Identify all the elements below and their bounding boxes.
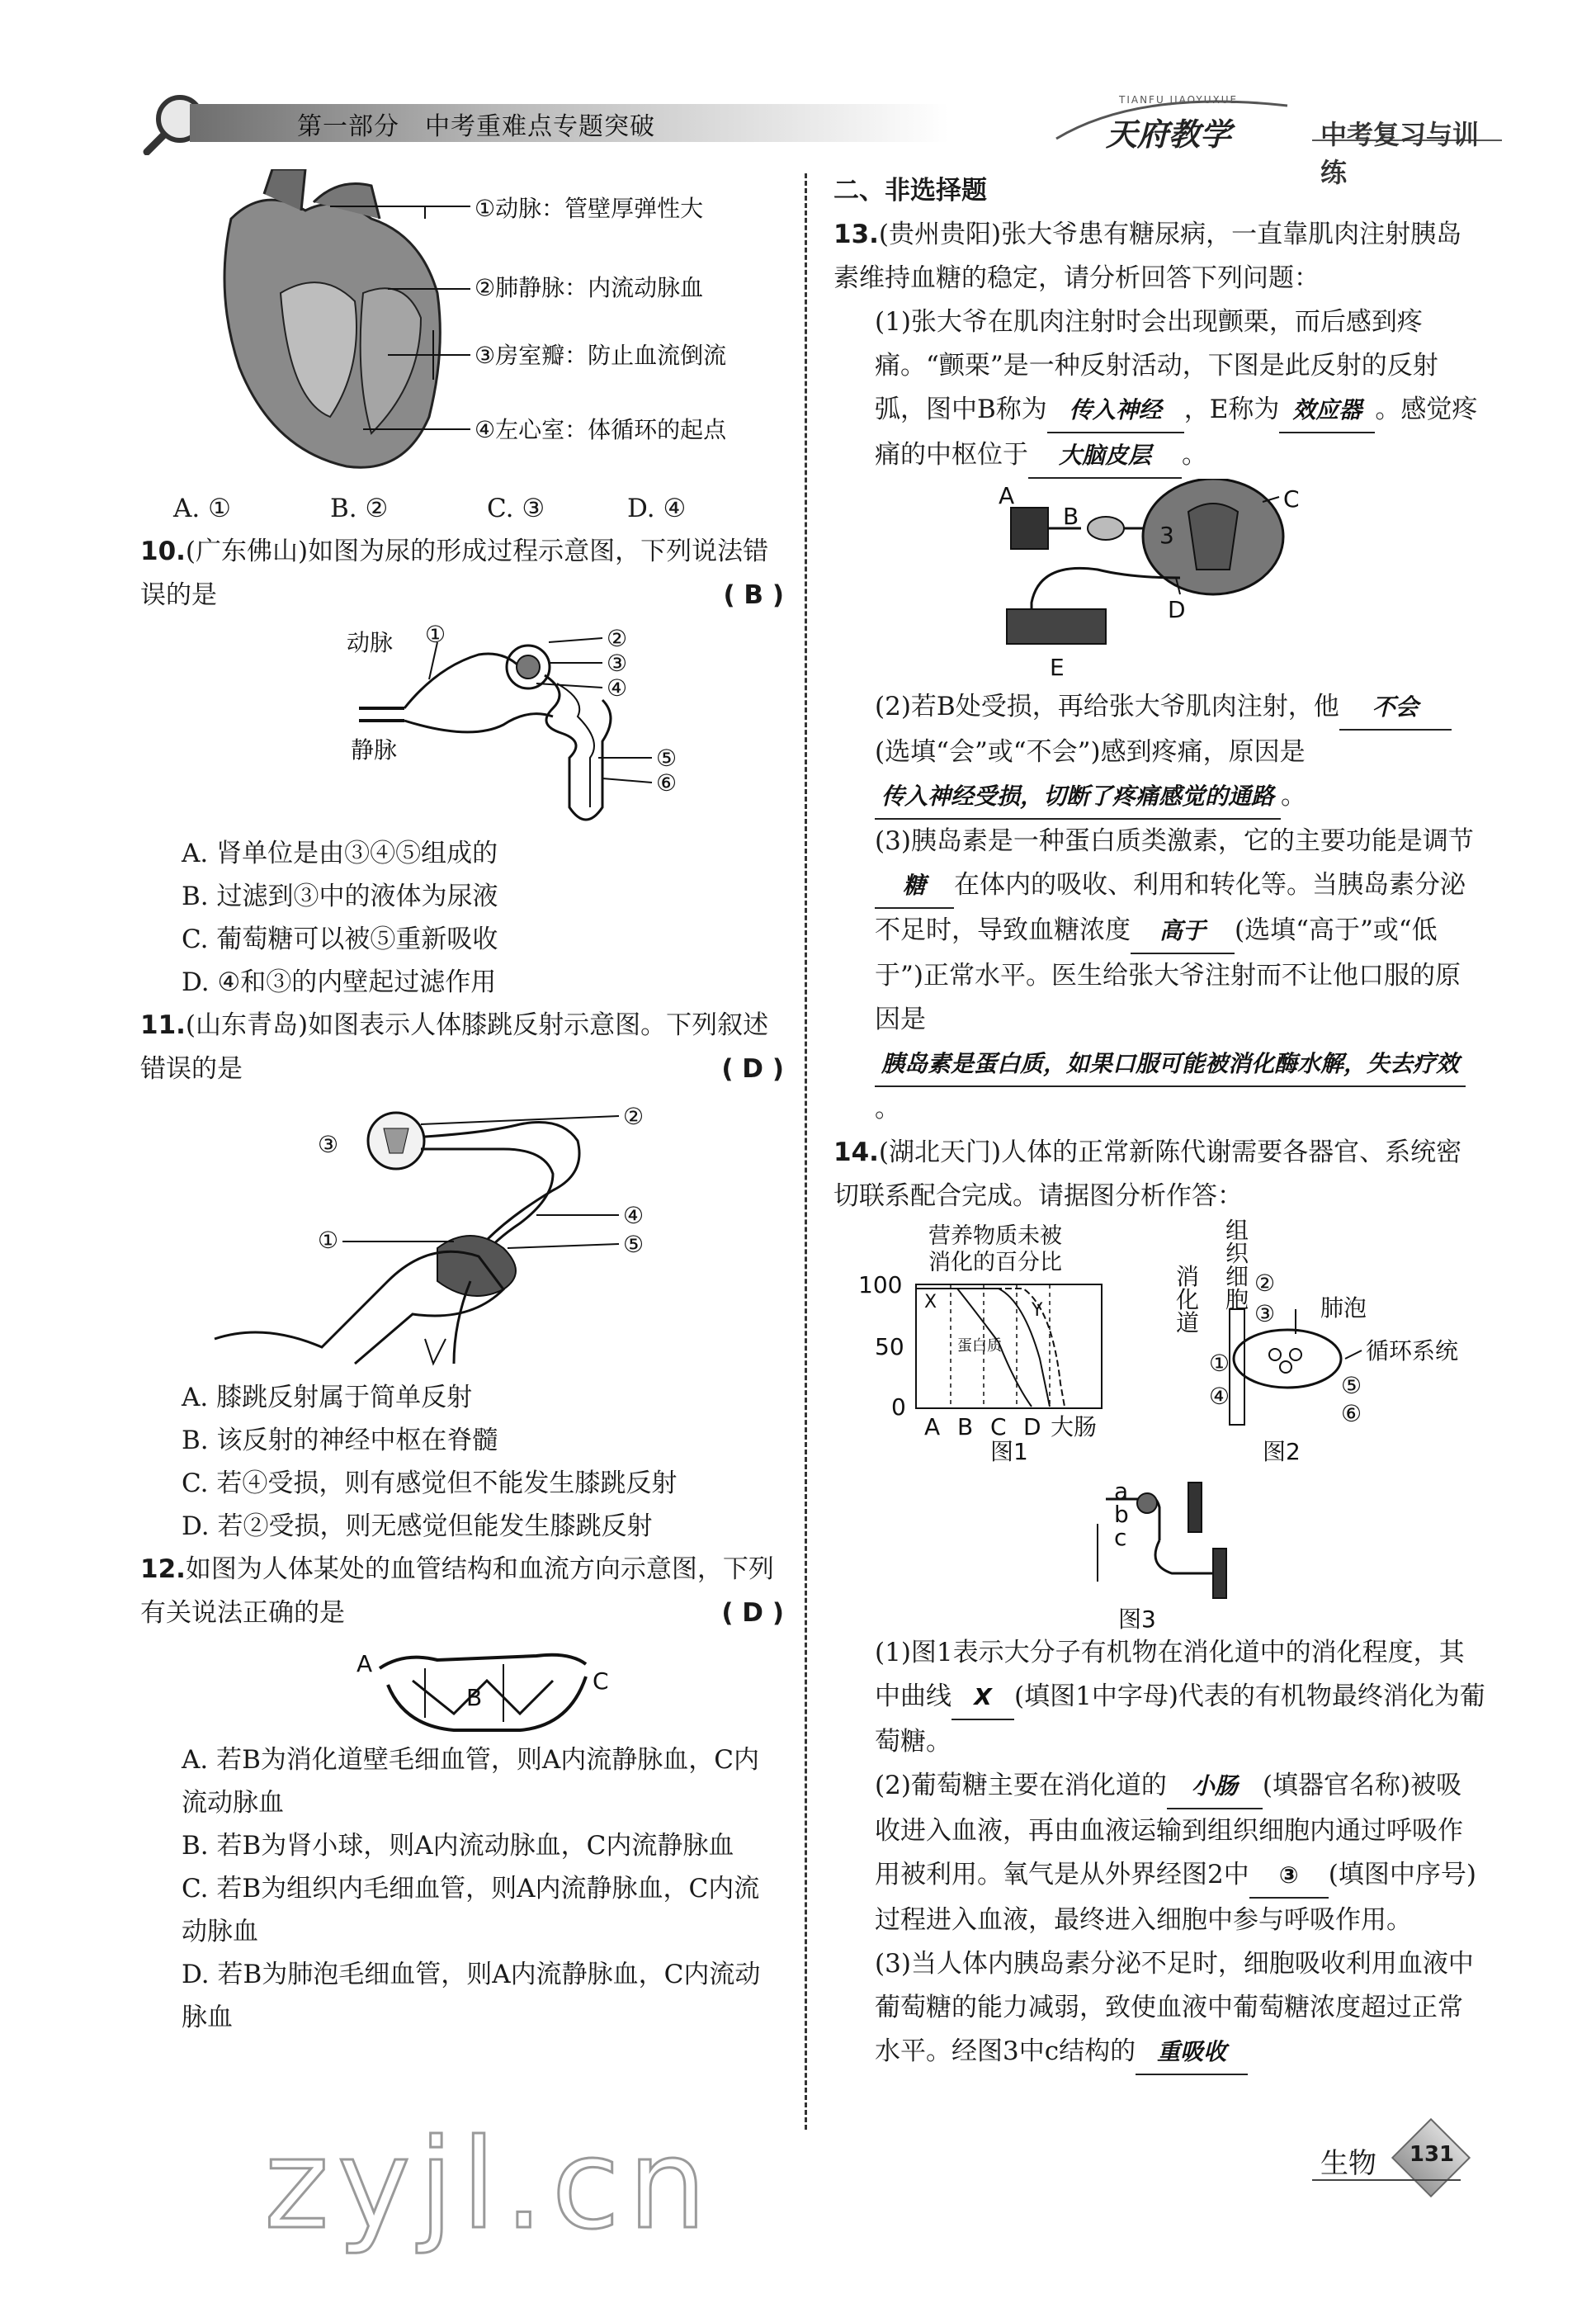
q13-p1-text-c: 。感觉疼痛的中枢位于 <box>875 395 1478 470</box>
page-header <box>140 89 1502 188</box>
vein-label: 静脉 <box>351 736 398 764</box>
brand-tag: TIANFU JIAOYUXUE <box>1119 94 1239 106</box>
q9-option-a: A. ① <box>173 494 231 523</box>
q14-number: 14. <box>833 1137 879 1167</box>
q14-text: (湖北天门)人体的正常新陈代谢需要各器官、系统密切联系配合完成。请据图分析作答： <box>833 1137 1462 1211</box>
nephron-label-4: ④ <box>607 674 628 702</box>
q14-p2-text-a: (2)葡萄糖主要在消化道的 <box>875 1771 1167 1800</box>
fig3-label-a: a <box>1114 1478 1129 1505</box>
heart-diagram <box>140 169 784 487</box>
reflex-label-4: ④ <box>623 1202 645 1229</box>
q12-option-c: C. 若B为组织内毛细血管，则A内流静脉血，C内流动脉血 <box>182 1874 760 1946</box>
brand-subtitle: 中考复习与训练 <box>1320 119 1480 188</box>
reflex-arc-diagram <box>833 479 1485 685</box>
q12-option-b: B. 若B为肾小球，则A内流动脉血，C内流静脉血 <box>182 1831 734 1861</box>
q9-option-b: B. ② <box>330 494 389 523</box>
q13-answer-center: 大脑皮层 <box>1028 433 1182 479</box>
q13-answer-feel: 不会 <box>1339 685 1452 731</box>
vessel-label-a: A <box>357 1650 373 1677</box>
heart-label-4: ④左心室：体循环的起点 <box>475 416 727 443</box>
q13-p3-text-b: 在体内的吸收、利用和转化等。当胰岛素分泌不足时，导致血糖浓度 <box>875 870 1466 945</box>
q12-option-d: D. 若B为肺泡毛细血管，则A内流静脉血，C内流动脉血 <box>182 1960 761 2032</box>
fig3-label-c: c <box>1114 1524 1127 1551</box>
q13-p2-text-a: (2)若B处受损，再给张大爷肌肉注射，他 <box>875 692 1339 721</box>
q10-option-b: B. 过滤到③中的液体为尿液 <box>182 882 498 911</box>
fig2-num-5: ⑤ <box>1341 1372 1362 1399</box>
q13-answer-e: 效应器 <box>1279 388 1375 433</box>
reflex-label-2: ② <box>623 1103 645 1130</box>
arc-label-e: E <box>1050 654 1065 681</box>
reflex-label-3: ③ <box>318 1131 339 1158</box>
nephron-label-2: ② <box>607 625 628 652</box>
q9-option-c: C. ③ <box>487 494 545 523</box>
arc-label-3: 3 <box>1159 522 1174 549</box>
fig2-circulation-label: 循环系统 <box>1366 1337 1459 1364</box>
fig3-label-b: b <box>1114 1501 1129 1528</box>
q13-answer-oral: 胰岛素是蛋白质，如果口服可能被消化酶水解，失去疗效 <box>875 1042 1466 1087</box>
fig1-curve-x: X <box>924 1292 937 1312</box>
watermark: zyjl.cn <box>264 2113 715 2257</box>
fig1-xtick-b: B <box>957 1413 974 1440</box>
q10-answer: ( B ) <box>723 580 784 610</box>
q14-p2-text-b: (填器官名称)被吸收进入血液，再由血液运输到组织细胞内通过呼吸作用被利用。氧气是从外界经图2中 <box>875 1771 1463 1889</box>
fig2-gut-1: 消 <box>1176 1263 1200 1290</box>
artery-label: 动脉 <box>347 629 394 656</box>
fig2-tissue-3: 细 <box>1225 1263 1249 1290</box>
nephron-label-5: ⑤ <box>656 745 678 772</box>
arc-label-d: D <box>1168 596 1186 623</box>
q13-answer-reason: 传入神经受损，切断了疼痛感觉的通路 <box>875 774 1281 820</box>
brand-logo <box>1040 94 1502 188</box>
q14-figure-3 <box>833 1466 1485 1631</box>
q9-options <box>140 487 784 530</box>
q10-option-d: D. ④和③的内壁起过滤作用 <box>182 967 497 997</box>
fig1-ylabel-1: 营养物质未被 <box>928 1223 1062 1249</box>
q14-answer-structure: 重吸收 <box>1136 2030 1248 2075</box>
vessel-label-b: B <box>466 1684 483 1711</box>
q13-p1-text-d: 。 <box>1182 440 1207 470</box>
q11-option-d: D. 若②受损，则无感觉但能发生膝跳反射 <box>182 1511 653 1541</box>
knee-reflex-figure <box>140 1091 784 1376</box>
q11-text: (山东青岛)如图表示人体膝跳反射示意图。下列叙述错误的是 <box>140 1010 769 1084</box>
section-heading: 二、非选择题 <box>833 176 987 206</box>
nephron-label-6: ⑥ <box>656 769 678 797</box>
q14-answer-curve: X <box>951 1675 1014 1720</box>
q12-option-a: A. 若B为消化道壁毛细血管，则A内流静脉血，C内流动脉血 <box>182 1745 759 1818</box>
q14-p2-text-c: (填图中序号)过程进入血液，最终进入细胞中参与呼吸作用。 <box>875 1860 1476 1935</box>
left-column <box>140 169 784 2039</box>
page-number: 131 <box>1409 2142 1455 2167</box>
heart-label-1: ①动脉：管壁厚弹性大 <box>475 195 704 222</box>
capillary-diagram <box>140 1635 784 1738</box>
kidney-figure <box>140 617 784 832</box>
heart-figure <box>140 169 784 487</box>
q14-part2 <box>833 1764 1485 1942</box>
q14-figures-1-2 <box>833 1218 1485 1466</box>
brand-name: 天府教学 <box>1106 116 1232 153</box>
column-divider <box>805 173 807 2130</box>
fig1-ytick-100: 100 <box>858 1271 903 1298</box>
nephron-label-1: ① <box>425 621 446 648</box>
arc-label-c: C <box>1283 485 1300 513</box>
fig1-ytick-50: 50 <box>875 1333 904 1360</box>
fig3-caption: 图3 <box>1118 1606 1156 1631</box>
fig2-num-3: ③ <box>1254 1300 1276 1327</box>
q10-answer-row <box>140 574 784 617</box>
q13-answer-b: 传入神经 <box>1047 388 1184 433</box>
heart-label-3: ③房室瓣：防止血流倒流 <box>475 342 727 369</box>
fig2-tissue-2: 织 <box>1225 1240 1249 1267</box>
q14-p1-text-a: (1)图1表示大分子有机物在消化道中的消化程度，其中曲线 <box>875 1638 1465 1711</box>
q12-answer: ( D ) <box>721 1598 784 1628</box>
section-title: 第一部分 中考重难点专题突破 <box>297 112 655 141</box>
q13-stem <box>833 213 1485 300</box>
q10-option-a: A. 肾单位是由③④⑤组成的 <box>182 839 498 868</box>
q11-number: 11. <box>140 1010 186 1040</box>
q13-answer-level: 高于 <box>1131 909 1235 954</box>
knee-reflex-diagram <box>140 1091 784 1376</box>
q13-text: (贵州贵阳)张大爷患有糖尿病，一直靠肌肉注射胰岛素维持血糖的稳定，请分析回答下列问题： <box>833 220 1462 293</box>
fig1-xtick-a: A <box>924 1413 941 1440</box>
vessel-figure <box>140 1635 784 1738</box>
q10-option-c: C. 葡萄糖可以被⑤重新吸收 <box>182 925 498 954</box>
q13-part3 <box>833 820 1485 1131</box>
q13-p1-text-b: ，E称为 <box>1183 395 1280 424</box>
fig2-tissue-4: 胞 <box>1225 1286 1249 1313</box>
digestion-respiration-diagram <box>833 1218 1485 1466</box>
reflex-label-5: ⑤ <box>623 1231 645 1258</box>
fig2-tissue-1: 组 <box>1225 1218 1249 1244</box>
fig2-gut-2: 化 <box>1176 1286 1200 1313</box>
arc-label-a: A <box>999 482 1015 509</box>
q12-text: 如图为人体某处的血管结构和血流方向示意图，下列有关说法正确的是 <box>140 1554 774 1628</box>
fig2-alveoli-label: 肺泡 <box>1320 1294 1367 1322</box>
fig2-num-2: ② <box>1254 1270 1276 1297</box>
fig2-gut-3: 道 <box>1176 1309 1200 1336</box>
q13-p1-text-a: (1)张大爷在肌肉注射时会出现颤栗，而后感到疼痛。“颤栗”是一种反射活动，下图是此反射的反射弧，图中B称为 <box>875 307 1438 424</box>
footer-rule <box>1312 2179 1461 2181</box>
q9-option-d: D. ④ <box>627 494 687 523</box>
footer-subject: 生物 <box>1320 2147 1376 2180</box>
q14-p3-text-a: (3)当人体内胰岛素分泌不足时，细胞吸收利用血液中葡萄糖的能力减弱，致使血液中葡萄糖浓度超过正常水平。经图3中c结构的 <box>875 1949 1474 2066</box>
fig2-num-1: ① <box>1209 1350 1230 1377</box>
q11-option-c: C. 若④受损，则有感觉但不能发生膝跳反射 <box>182 1469 678 1498</box>
fig1-curve-y: Y <box>1032 1300 1043 1321</box>
q14-answer-process: ③ <box>1249 1853 1329 1899</box>
fig2-caption: 图2 <box>1263 1438 1301 1465</box>
q13-p3-text-c: (选填“高于”或“低于”)正常水平。医生给张大爷注射而不让他口服的原因是 <box>875 915 1461 1034</box>
fig1-ytick-0: 0 <box>891 1393 906 1421</box>
nephron-label-3: ③ <box>607 650 628 677</box>
q13-part1 <box>833 300 1485 479</box>
q13-p3-text-a: (3)胰岛素是一种蛋白质类激素，它的主要功能是调节 <box>875 826 1474 856</box>
nephron-diagram <box>140 617 784 832</box>
fig2-num-4: ④ <box>1209 1383 1230 1410</box>
q14-part1 <box>833 1631 1485 1764</box>
fig1-protein-label: 蛋白质 <box>957 1337 1002 1355</box>
q13-p3-text-d: 。 <box>875 1094 900 1123</box>
q11-answer: ( D ) <box>721 1054 784 1084</box>
fig2-num-6: ⑥ <box>1341 1400 1362 1427</box>
q14-part3 <box>833 1942 1485 2075</box>
q10-number: 10. <box>140 537 186 566</box>
q13-answer-sugar: 糖 <box>875 863 954 909</box>
fig1-xtick-c: C <box>990 1413 1007 1440</box>
fig1-caption: 图1 <box>990 1438 1028 1465</box>
q13-number: 13. <box>833 220 879 249</box>
nephron-apparatus-diagram <box>833 1466 1485 1631</box>
reflex-label-1: ① <box>318 1227 339 1254</box>
q13-p2-text-b: (选填“会”或“不会”)感到疼痛，原因是 <box>875 737 1306 767</box>
q14-p1-text-b: (填图1中字母)代表的有机物最终消化为葡萄糖。 <box>875 1681 1485 1757</box>
q13-p2-text-c: 。 <box>1281 781 1307 811</box>
right-column <box>833 169 1485 2075</box>
fig1-xtick-colon: 大肠 <box>1051 1413 1098 1440</box>
q11-option-a: A. 膝跳反射属于简单反射 <box>182 1383 473 1412</box>
q13-part2 <box>833 685 1485 820</box>
heart-label-2: ②肺静脉：内流动脉血 <box>475 274 704 301</box>
arc-label-b: B <box>1063 503 1079 530</box>
q14-answer-organ: 小肠 <box>1167 1764 1263 1809</box>
q10-text: (广东佛山)如图为尿的形成过程示意图，下列说法错误的是 <box>140 537 769 610</box>
reflex-arc-figure <box>833 479 1485 685</box>
fig1-xtick-d: D <box>1023 1413 1041 1440</box>
vessel-label-c: C <box>593 1667 609 1695</box>
fig1-ylabel-2: 消化的百分比 <box>928 1250 1062 1275</box>
q14-stem <box>833 1131 1485 1218</box>
q11-option-b: B. 该反射的神经中枢在脊髓 <box>182 1426 498 1455</box>
q12-number: 12. <box>140 1554 186 1584</box>
